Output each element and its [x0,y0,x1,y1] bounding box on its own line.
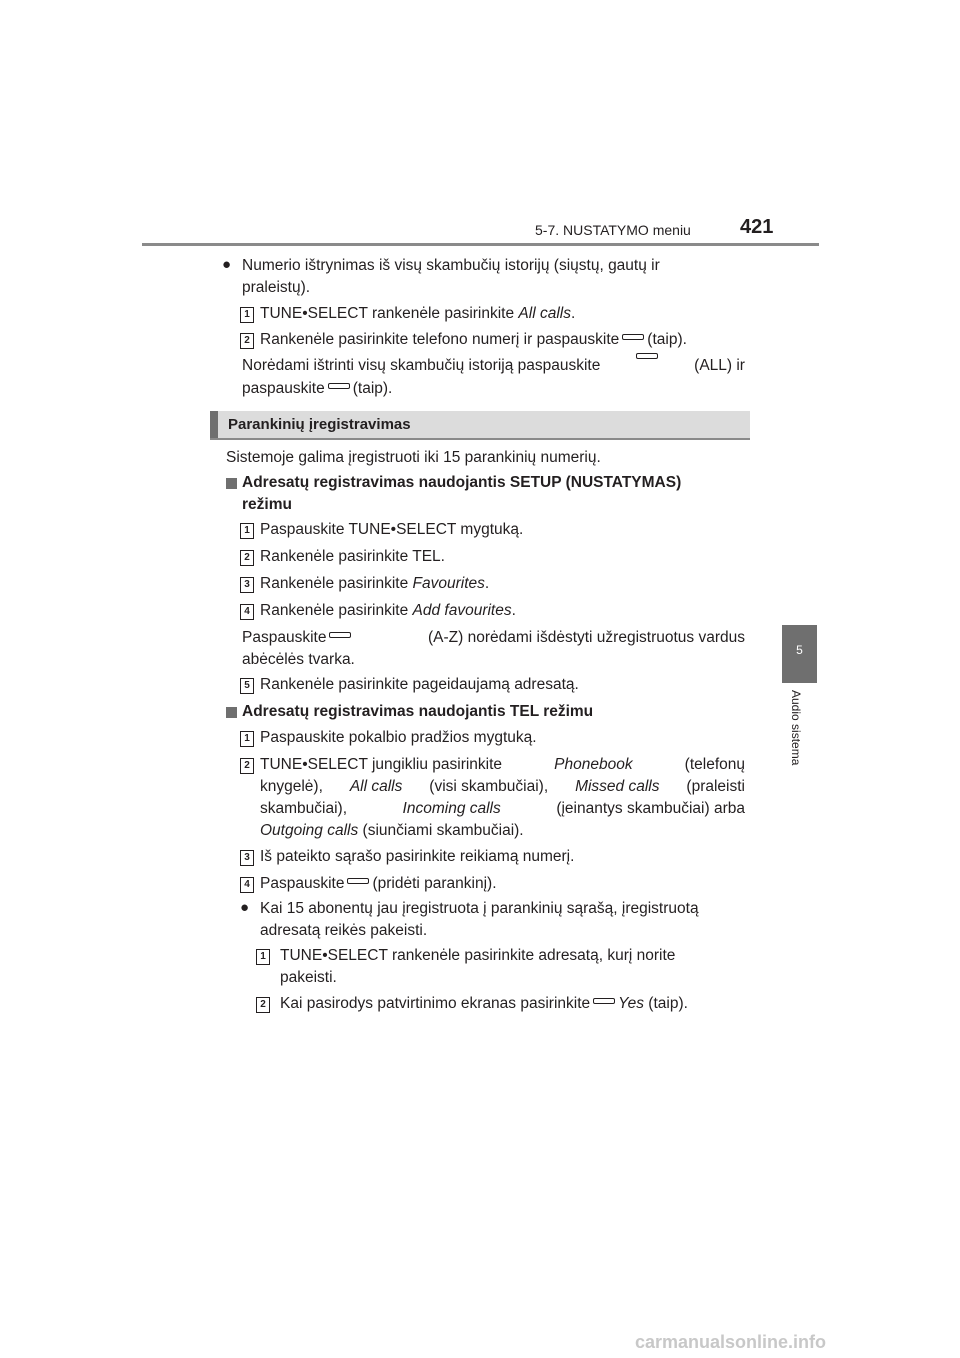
step-number-box: 1 [240,307,254,323]
tel-sub-step-1-line2: pakeisti. [280,969,337,986]
header-section-title: 5-7. NUSTATYMO meniu [535,222,691,238]
delete-step-2: Rankenėle pasirinkite telefono numerį ir paspauskite (taip). [260,331,687,348]
tel-step-1: Paspauskite pokalbio pradžios mygtuką. [260,729,537,746]
step-number-box: 1 [256,949,270,965]
tel-step-2-line3: skambučiai), Incoming calls (įeinantys skambučiai) arba [260,800,745,817]
setup-step-3: Rankenėle pasirinkite Favourites. [260,575,490,592]
delete-step-1: TUNE•SELECT rankenėle pasirinkite All calls. [260,305,576,322]
step-number-box: 3 [240,577,254,593]
delete-intro-line1: Numerio ištrynimas iš visų skambučių istorijų (siųstų, gautų ir [242,257,660,274]
setup-note-line2: abėcėlės tvarka. [242,651,355,668]
bullet-icon: ● [222,256,232,273]
bullet-icon: ● [240,899,250,916]
square-bullet-icon [226,707,237,718]
setup-step-2: Rankenėle pasirinkite TEL. [260,548,445,565]
screen-button-icon [347,878,369,884]
setup-step-4: Rankenėle pasirinkite Add favourites. [260,602,516,619]
step-number-box: 1 [240,731,254,747]
tel-step-2-line4: Outgoing calls (siunčiami skambučiai). [260,822,524,839]
step-number-box: 2 [240,333,254,349]
tel-heading: Adresatų registravimas naudojantis TEL režimu [242,703,594,720]
step-number-box: 4 [240,604,254,620]
delete-note-line1: Norėdami ištrinti visų skambučių istoriją paspauskite (ALL) ir [242,356,745,376]
tel-step-4: Paspauskite (pridėti parankinį). [260,875,497,892]
delete-note-line2: paspauskite (taip). [242,380,393,397]
chapter-tab-number: 5 [796,643,803,657]
square-bullet-icon [226,478,237,489]
setup-heading-line2: režimu [242,496,292,513]
tel-sub-bullet-line1: Kai 15 abonentų jau įregistruota į parankinių sąrašą, įregistruotą [260,900,699,917]
step-number-box: 2 [240,550,254,566]
delete-intro-line2: praleistų). [242,279,311,296]
tel-sub-step-2: Kai pasirodys patvirtinimo ekranas pasirinkite Yes (taip). [280,995,688,1012]
watermark: carmanualsonline.info [635,1332,827,1352]
tel-step-3: Iš pateikto sąrašo pasirinkite reikiamą numerį. [260,848,575,865]
screen-button-icon [328,383,350,389]
page-number: 421 [740,216,774,238]
tel-step-2-line1: TUNE•SELECT jungikliu pasirinkite Phonebook (telefonų [260,756,745,773]
chapter-tab-label: Audio sistema [789,690,803,766]
section-heading-title: Parankinių įregistravimas [228,416,411,433]
screen-button-icon [593,998,615,1004]
section-heading [210,411,750,439]
step-number-box: 2 [240,758,254,774]
step-number-box: 2 [256,997,270,1013]
step-number-box: 4 [240,877,254,893]
header-rule [142,243,819,246]
section-intro: Sistemoje galima įregistruoti iki 15 parankinių numerių. [226,449,601,466]
setup-note-line1: Paspauskite (A-Z) norėdami išdėstyti užregistruotus vardus [242,629,745,646]
screen-button-icon [636,353,658,359]
setup-heading-line1: Adresatų registravimas naudojantis SETUP (NUSTATYMAS) [242,474,682,491]
setup-step-1: Paspauskite TUNE•SELECT mygtuką. [260,521,524,538]
screen-button-icon [622,334,644,340]
section-rule [210,438,750,440]
tel-step-2-line2: knygelė), All calls (visi skambučiai), Missed calls (praleisti [260,778,745,795]
step-number-box: 5 [240,678,254,694]
screen-button-icon [329,632,351,638]
step-number-box: 1 [240,523,254,539]
tel-sub-bullet-line2: adresatą reikės pakeisti. [260,922,428,939]
tel-sub-step-1-line1: TUNE•SELECT rankenėle pasirinkite adresatą, kurį norite [280,947,676,964]
setup-step-5: Rankenėle pasirinkite pageidaujamą adresatą. [260,676,579,693]
step-number-box: 3 [240,850,254,866]
